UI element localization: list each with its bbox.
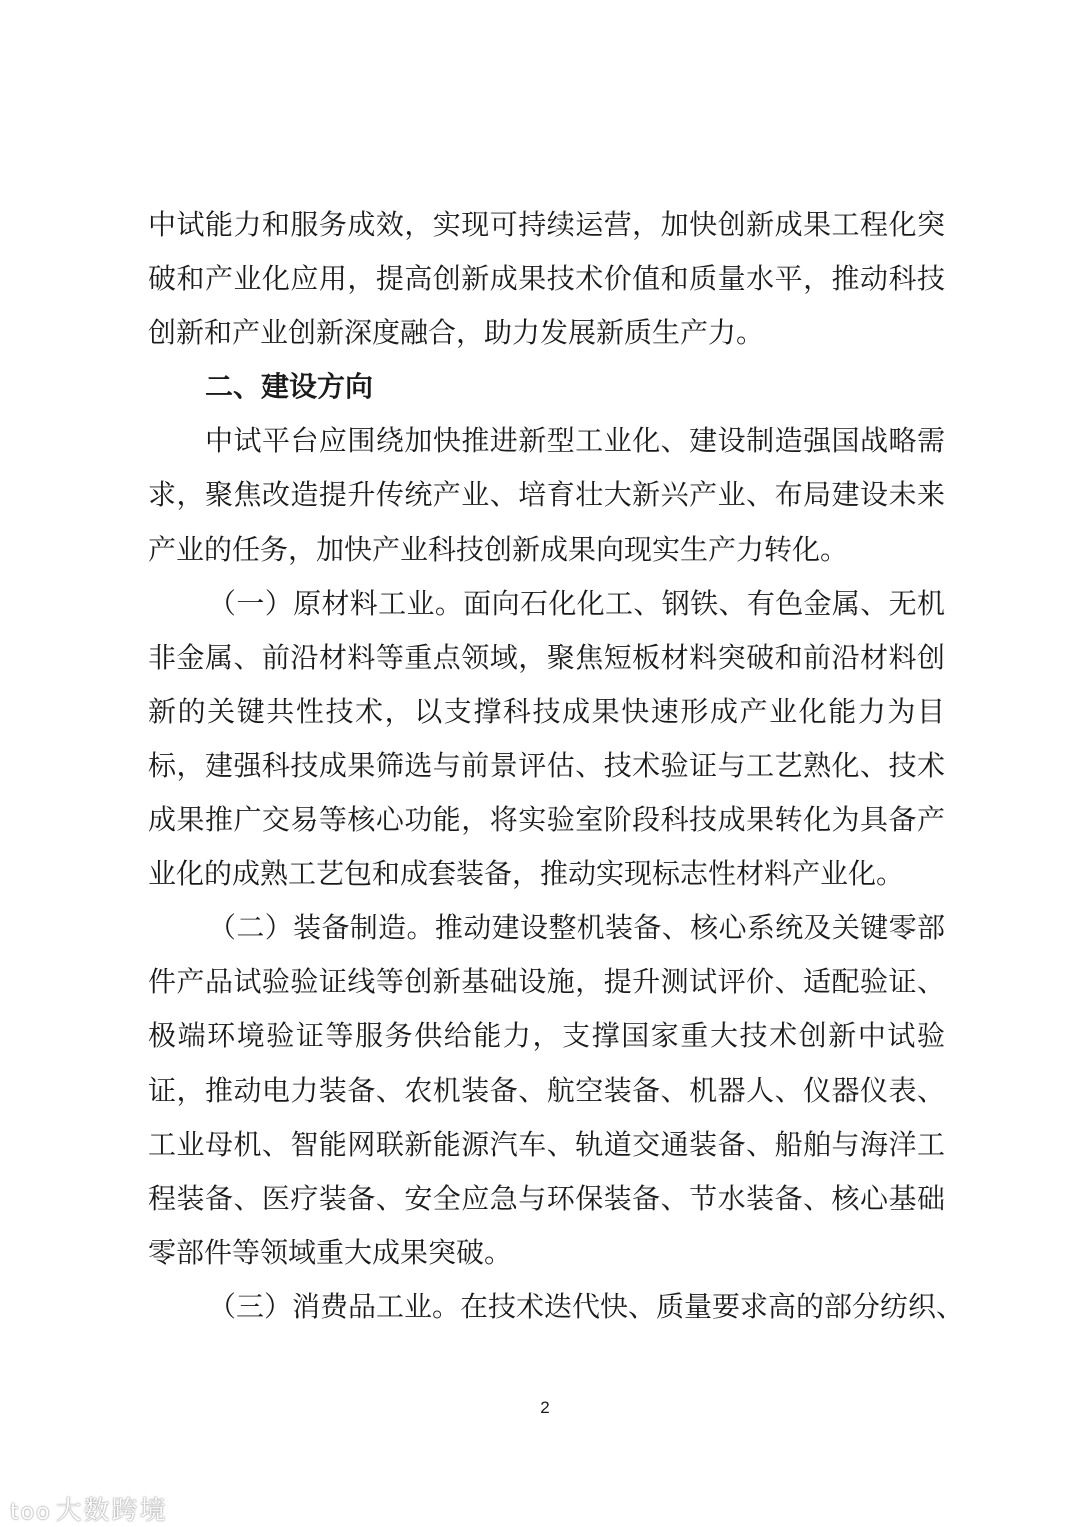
text-line: 业化的成熟工艺包和成套装备，推动实现标志性材料产业化。 (148, 857, 905, 891)
text-line: （一）原材料工业。面向石化化工、钢铁、有色金属、无机 (208, 586, 945, 620)
paragraph (148, 577, 945, 902)
watermark (10, 1490, 168, 1527)
text-line: 极端环境验证等服务供给能力，支撑国家重大技术创新中试验 (148, 1019, 945, 1053)
watermark-text: 大数跨境 (55, 1496, 168, 1526)
text-line: 求，聚焦改造提升传统产业、培育壮大新兴产业、布局建设未来 (148, 478, 945, 512)
text-line: 非金属、前沿材料等重点领域，聚焦短板材料突破和前沿材料创 (148, 640, 945, 674)
document-body (148, 198, 965, 1334)
text-line: 产业的任务，加快产业科技创新成果向现实生产力转化。 (148, 532, 849, 566)
paragraph (148, 901, 945, 1280)
text-line: 程装备、医疗装备、安全应急与环保装备、节水装备、核心基础 (148, 1181, 945, 1215)
text-line: 破和产业化应用，提高创新成果技术价值和质量水平，推动科技 (148, 262, 945, 296)
text-line: （三）消费品工业。在技术迭代快、质量要求高的部分纺织、 (208, 1289, 965, 1323)
watermark-logo-icon: too (10, 1500, 52, 1525)
paragraph (148, 198, 945, 360)
paragraph (148, 414, 945, 576)
text-line: 新的关键共性技术，以支撑科技成果快速形成产业化能力为目 (148, 694, 945, 728)
text-line: 中试能力和服务成效，实现可持续运营，加快创新成果工程化突 (148, 208, 945, 241)
text-line: 件产品试验验证线等创新基础设施，提升测试评价、适配验证、 (148, 965, 945, 999)
text-line: 二、建设方向 (205, 370, 374, 404)
text-line: 创新和产业创新深度融合，助力发展新质生产力。 (148, 316, 765, 350)
text-line: 工业母机、智能网联新能源汽车、轨道交通装备、船舶与海洋工 (148, 1127, 945, 1161)
text-line: 中试平台应围绕加快推进新型工业化、建设制造强国战略需 (205, 424, 945, 458)
text-line: 成果推广交易等核心功能，将实验室阶段科技成果转化为具备产 (148, 803, 945, 837)
text-line: 零部件等领域重大成果突破。 (148, 1235, 513, 1269)
section-heading (148, 360, 945, 414)
text-line: 证，推动电力装备、农机装备、航空装备、机器人、仪器仪表、 (148, 1073, 945, 1107)
text-line: （二）装备制造。推动建设整机装备、核心系统及关键零部 (208, 911, 945, 945)
page-number: 2 (540, 1398, 550, 1417)
paragraph (148, 1280, 965, 1334)
text-line: 标，建强科技成果筛选与前景评估、技术验证与工艺熟化、技术 (148, 748, 945, 782)
